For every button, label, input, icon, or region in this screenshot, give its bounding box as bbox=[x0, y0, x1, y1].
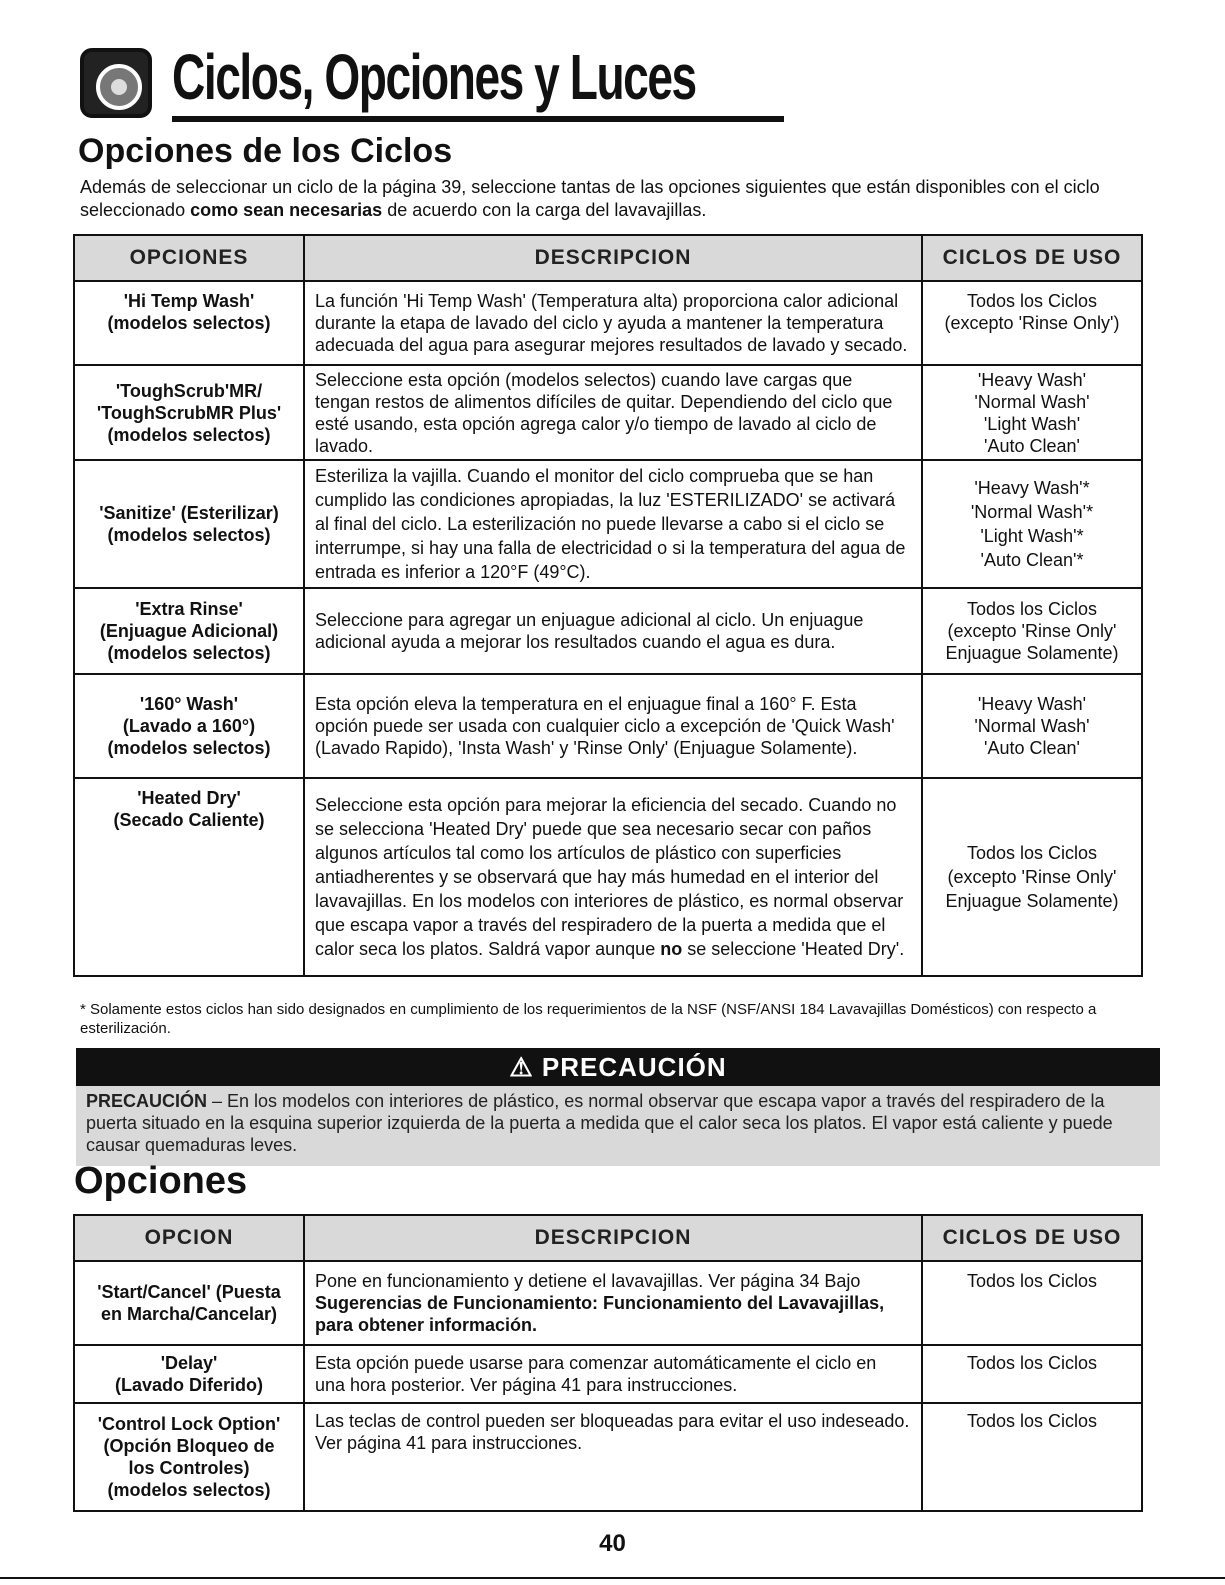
option-name: '160° Wash' (Lavado a 160°) (modelos selectos) bbox=[74, 674, 304, 778]
page-title: Ciclos, Opciones y Luces bbox=[172, 41, 696, 113]
table-row bbox=[74, 674, 1142, 778]
col-header-description: DESCRIPCION bbox=[304, 235, 922, 281]
table-row bbox=[74, 460, 1142, 588]
table-header-row bbox=[74, 1215, 1142, 1261]
title-underline bbox=[172, 116, 784, 122]
footnote: * Solamente estos ciclos han sido designados en cumplimiento de los requerimientos de la NSF (NSF/ANSI 184 Lavavajillas Domésticos) con respecto a esterilización. bbox=[80, 1001, 1097, 1037]
option-name: 'Hi Temp Wash' (modelos selectos) bbox=[74, 281, 304, 365]
option-cycles: Todos los Ciclos (excepto 'Rinse Only') bbox=[922, 281, 1142, 365]
option-description: Seleccione para agregar un enjuague adicional al ciclo. Un enjuague adicional ayuda a mejorar los resultados cuando el agua es dura. bbox=[304, 588, 922, 674]
dishwasher-logo-icon bbox=[80, 48, 152, 118]
option-cycles: Todos los Ciclos (excepto 'Rinse Only' Enjuague Solamente) bbox=[922, 588, 1142, 674]
bottom-rule bbox=[0, 1577, 1225, 1579]
page-header bbox=[80, 42, 710, 122]
col-header-cycles: CICLOS DE USO bbox=[922, 1215, 1142, 1261]
option-description: Seleccione esta opción (modelos selectos) cuando lave cargas que tengan restos de alimentos difíciles de quitar. Dependiendo del ciclo que esté usando, esta opción agrega calor y/o tiempo de lavado al ciclo de lavado. bbox=[304, 365, 922, 460]
option-description: Pone en funcionamiento y detiene el lavavajillas. Ver página 34 Bajo Sugerencias de Funcionamiento: Funcionamiento del Lavavajillas, para obtener información. bbox=[304, 1261, 922, 1345]
options-table bbox=[73, 1214, 1143, 1512]
table-row bbox=[74, 1345, 1142, 1403]
table-row bbox=[74, 1261, 1142, 1345]
caution-text: PRECAUCIÓN – En los modelos con interiores de plástico, es normal observar que escapa vapor a través del respiradero de la puerta situado en la esquina superior izquierda de la puerta a medida que el calor seca los platos. El vapor está caliente y puede causar quemaduras leves. bbox=[76, 1086, 1160, 1166]
option-description: Seleccione esta opción para mejorar la eficiencia del secado. Cuando no se selecciona 'Heated Dry' puede que sea necesario secar con paños algunos artículos tal como los artículos de plástico con superficies antiadherentes y se observará que hay más humedad en el interior del lavavajillas. En los modelos con interiores de plástico, es normal observar que escapa vapor a través del respiradero de la puerta a medida que el calor seca los platos. Saldrá vapor aunque no se seleccione 'Heated Dry'. bbox=[304, 778, 922, 976]
table-row bbox=[74, 1403, 1142, 1511]
option-description: Esta opción eleva la temperatura en el enjuague final a 160° F. Esta opción puede ser usada con cualquier ciclo a excepción de 'Quick Wash' (Lavado Rapido), 'Insta Wash' y 'Rinse Only' (Enjuague Solamente). bbox=[304, 674, 922, 778]
table-row bbox=[74, 365, 1142, 460]
option-cycles: 'Heavy Wash' 'Normal Wash' 'Auto Clean' bbox=[922, 674, 1142, 778]
option-name: 'Extra Rinse' (Enjuague Adicional) (modelos selectos) bbox=[74, 588, 304, 674]
col-header-options: OPCIONES bbox=[74, 235, 304, 281]
option-name: 'Start/Cancel' (Puesta en Marcha/Cancelar) bbox=[74, 1261, 304, 1345]
table-row bbox=[74, 778, 1142, 976]
section-title-cycle-options: Opciones de los Ciclos bbox=[78, 132, 453, 170]
col-header-option: OPCION bbox=[74, 1215, 304, 1261]
section-title-options: Opciones bbox=[74, 1160, 248, 1202]
option-cycles: Todos los Ciclos (excepto 'Rinse Only' Enjuague Solamente) bbox=[922, 778, 1142, 976]
caution-banner: ⚠ PRECAUCIÓN bbox=[76, 1048, 1160, 1086]
option-cycles: Todos los Ciclos bbox=[922, 1345, 1142, 1403]
table-header-row bbox=[74, 235, 1142, 281]
option-description: La función 'Hi Temp Wash' (Temperatura alta) proporciona calor adicional durante la etapa de lavado del ciclo y ayuda a mantener la temperatura adecuada del agua para asegurar mejores resultados de lavado y secado. bbox=[304, 281, 922, 365]
option-cycles: 'Heavy Wash'* 'Normal Wash'* 'Light Wash'* 'Auto Clean'* bbox=[922, 460, 1142, 588]
table-row bbox=[74, 588, 1142, 674]
col-header-cycles: CICLOS DE USO bbox=[922, 235, 1142, 281]
option-cycles: 'Heavy Wash' 'Normal Wash' 'Light Wash' 'Auto Clean' bbox=[922, 365, 1142, 460]
option-name: 'ToughScrub'MR/ 'ToughScrubMR Plus' (modelos selectos) bbox=[74, 365, 304, 460]
option-name: 'Delay' (Lavado Diferido) bbox=[74, 1345, 304, 1403]
option-name: 'Sanitize' (Esterilizar) (modelos selectos) bbox=[74, 460, 304, 588]
option-description: Esteriliza la vajilla. Cuando el monitor del ciclo comprueba que se han cumplido las condiciones apropiadas, la luz 'ESTERILIZADO' se activará al final del ciclo. La esterilización no puede llevarse a cabo si el ciclo se interrumpe, si hay una falla de electricidad o si la temperatura del agua de entrada es inferior a 120°F (49°C). bbox=[304, 460, 922, 588]
option-name: 'Control Lock Option' (Opción Bloqueo de los Controles) (modelos selectos) bbox=[74, 1403, 304, 1511]
option-cycles: Todos los Ciclos bbox=[922, 1261, 1142, 1345]
option-description: Esta opción puede usarse para comenzar automáticamente el ciclo en una hora posterior. Ver página 41 para instrucciones. bbox=[304, 1345, 922, 1403]
warning-icon: ⚠ bbox=[509, 1052, 542, 1082]
option-description: Las teclas de control pueden ser bloqueadas para evitar el uso indeseado. Ver página 41 para instrucciones. bbox=[304, 1403, 922, 1511]
col-header-description: DESCRIPCION bbox=[304, 1215, 922, 1261]
page-number: 40 bbox=[599, 1530, 626, 1557]
intro-paragraph: Además de seleccionar un ciclo de la página 39, seleccione tantas de las opciones siguientes que están disponibles con el ciclo seleccionado como sean necesarias de acuerdo con la carga del lavavajillas. bbox=[80, 177, 1100, 220]
cycle-options-table bbox=[73, 234, 1143, 977]
table-row bbox=[74, 281, 1142, 365]
option-name: 'Heated Dry' (Secado Caliente) bbox=[74, 778, 304, 976]
option-cycles: Todos los Ciclos bbox=[922, 1403, 1142, 1511]
